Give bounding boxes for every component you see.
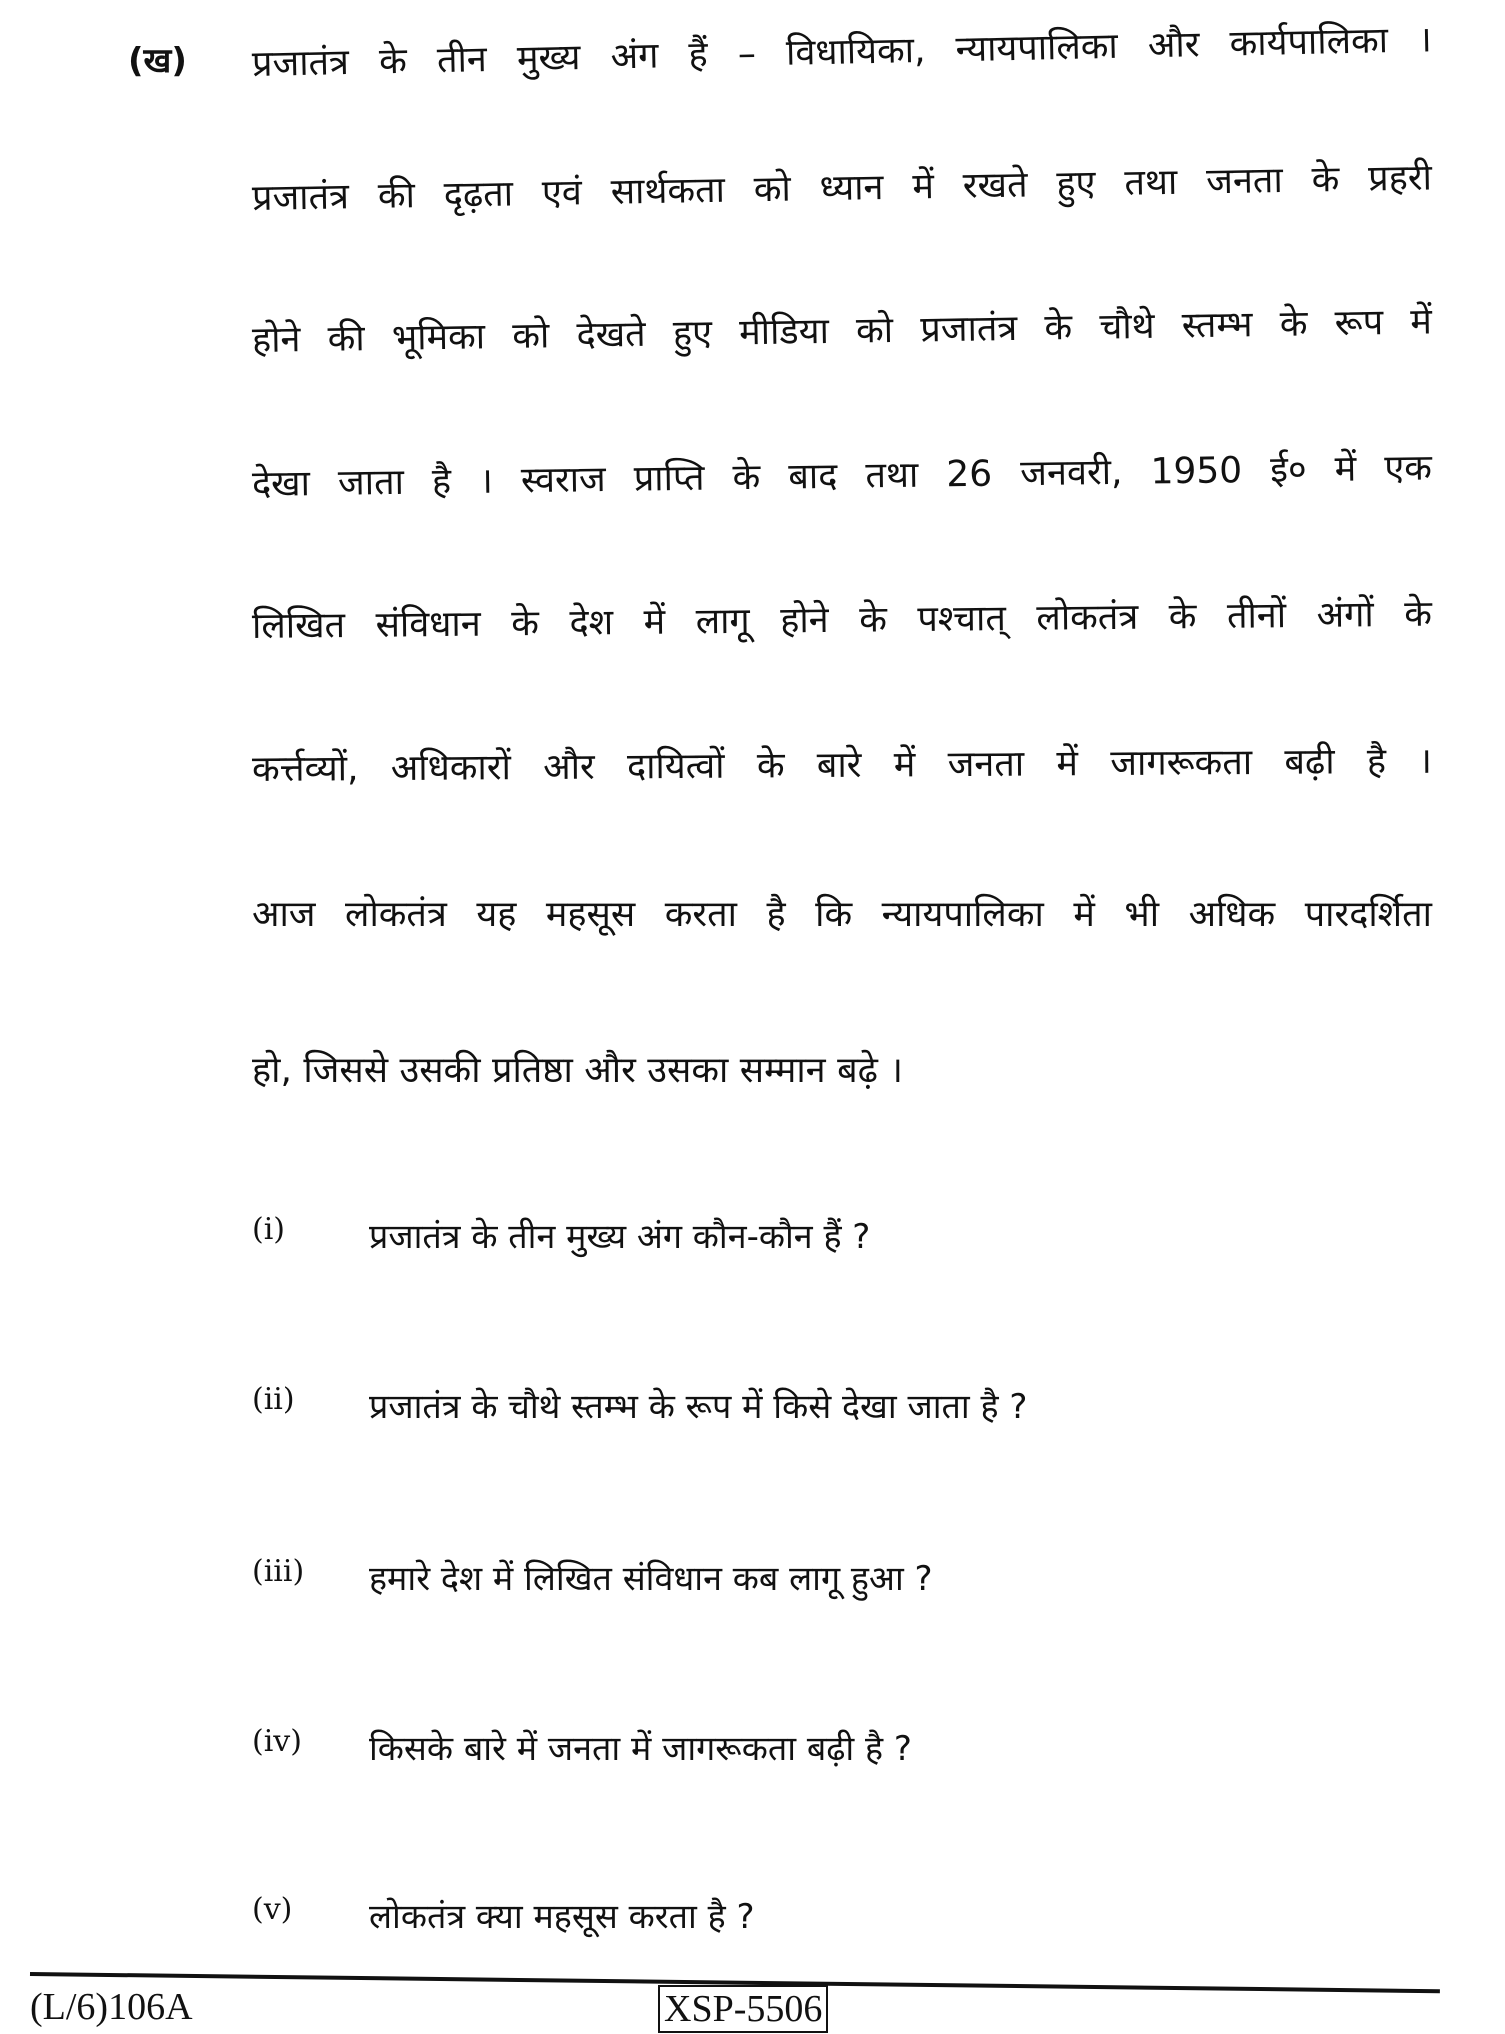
question-number: (v) <box>252 1892 293 1927</box>
passage-line: प्रजातंत्र के तीन मुख्य अंग हैं – विधायिका, न्यायपालिका और कार्यपालिका । <box>251 19 1433 85</box>
question-text: किसके बारे में जनता में जागरूकता बढ़ी है ? <box>369 1729 912 1769</box>
question-number: (i) <box>252 1212 286 1247</box>
passage-line: कर्त्तव्यों, अधिकारों और दायित्वों के बारे में जनता में जागरूकता बढ़ी है । <box>251 740 1433 790</box>
passage-line: हो, जिससे उसकी प्रतिष्ठा और उसका सम्मान बढ़े । <box>252 1050 904 1091</box>
section-label: (ख) <box>128 41 187 81</box>
question-text: लोकतंत्र क्या महसूस करता है ? <box>369 1897 755 1937</box>
question-number: (iii) <box>252 1554 305 1589</box>
passage-line: प्रजातंत्र की दृढ़ता एवं सार्थकता को ध्यान में रखते हुए तथा जनता के प्रहरी <box>251 157 1433 219</box>
passage-line: आज लोकतंत्र यह महसूस करता है कि न्यायपालिका में भी अधिक पारदर्शिता <box>252 894 1432 935</box>
passage-line: होने की भूमिका को देखते हुए मीडिया को प्रजातंत्र के चौथे स्तम्भ के रूप में <box>251 301 1433 361</box>
question-text: प्रजातंत्र के तीन मुख्य अंग कौन-कौन हैं ? <box>369 1217 871 1257</box>
question-number: (ii) <box>252 1382 295 1417</box>
passage-line: देखा जाता है । स्वराज प्राप्ति के बाद तथा 26 जनवरी, 1950 ई० में एक <box>251 447 1433 505</box>
passage-line: लिखित संविधान के देश में लागू होने के पश्चात् लोकतंत्र के तीनों अंगों के <box>251 593 1433 647</box>
question-text: प्रजातंत्र के चौथे स्तम्भ के रूप में किसे देखा जाता है ? <box>369 1387 1028 1427</box>
question-number: (iv) <box>252 1724 302 1759</box>
footer-paper-id: XSP-5506 <box>658 1985 828 2033</box>
question-text: हमारे देश में लिखित संविधान कब लागू हुआ ? <box>369 1559 933 1599</box>
footer-code: (L/6)106A <box>30 1986 193 2028</box>
